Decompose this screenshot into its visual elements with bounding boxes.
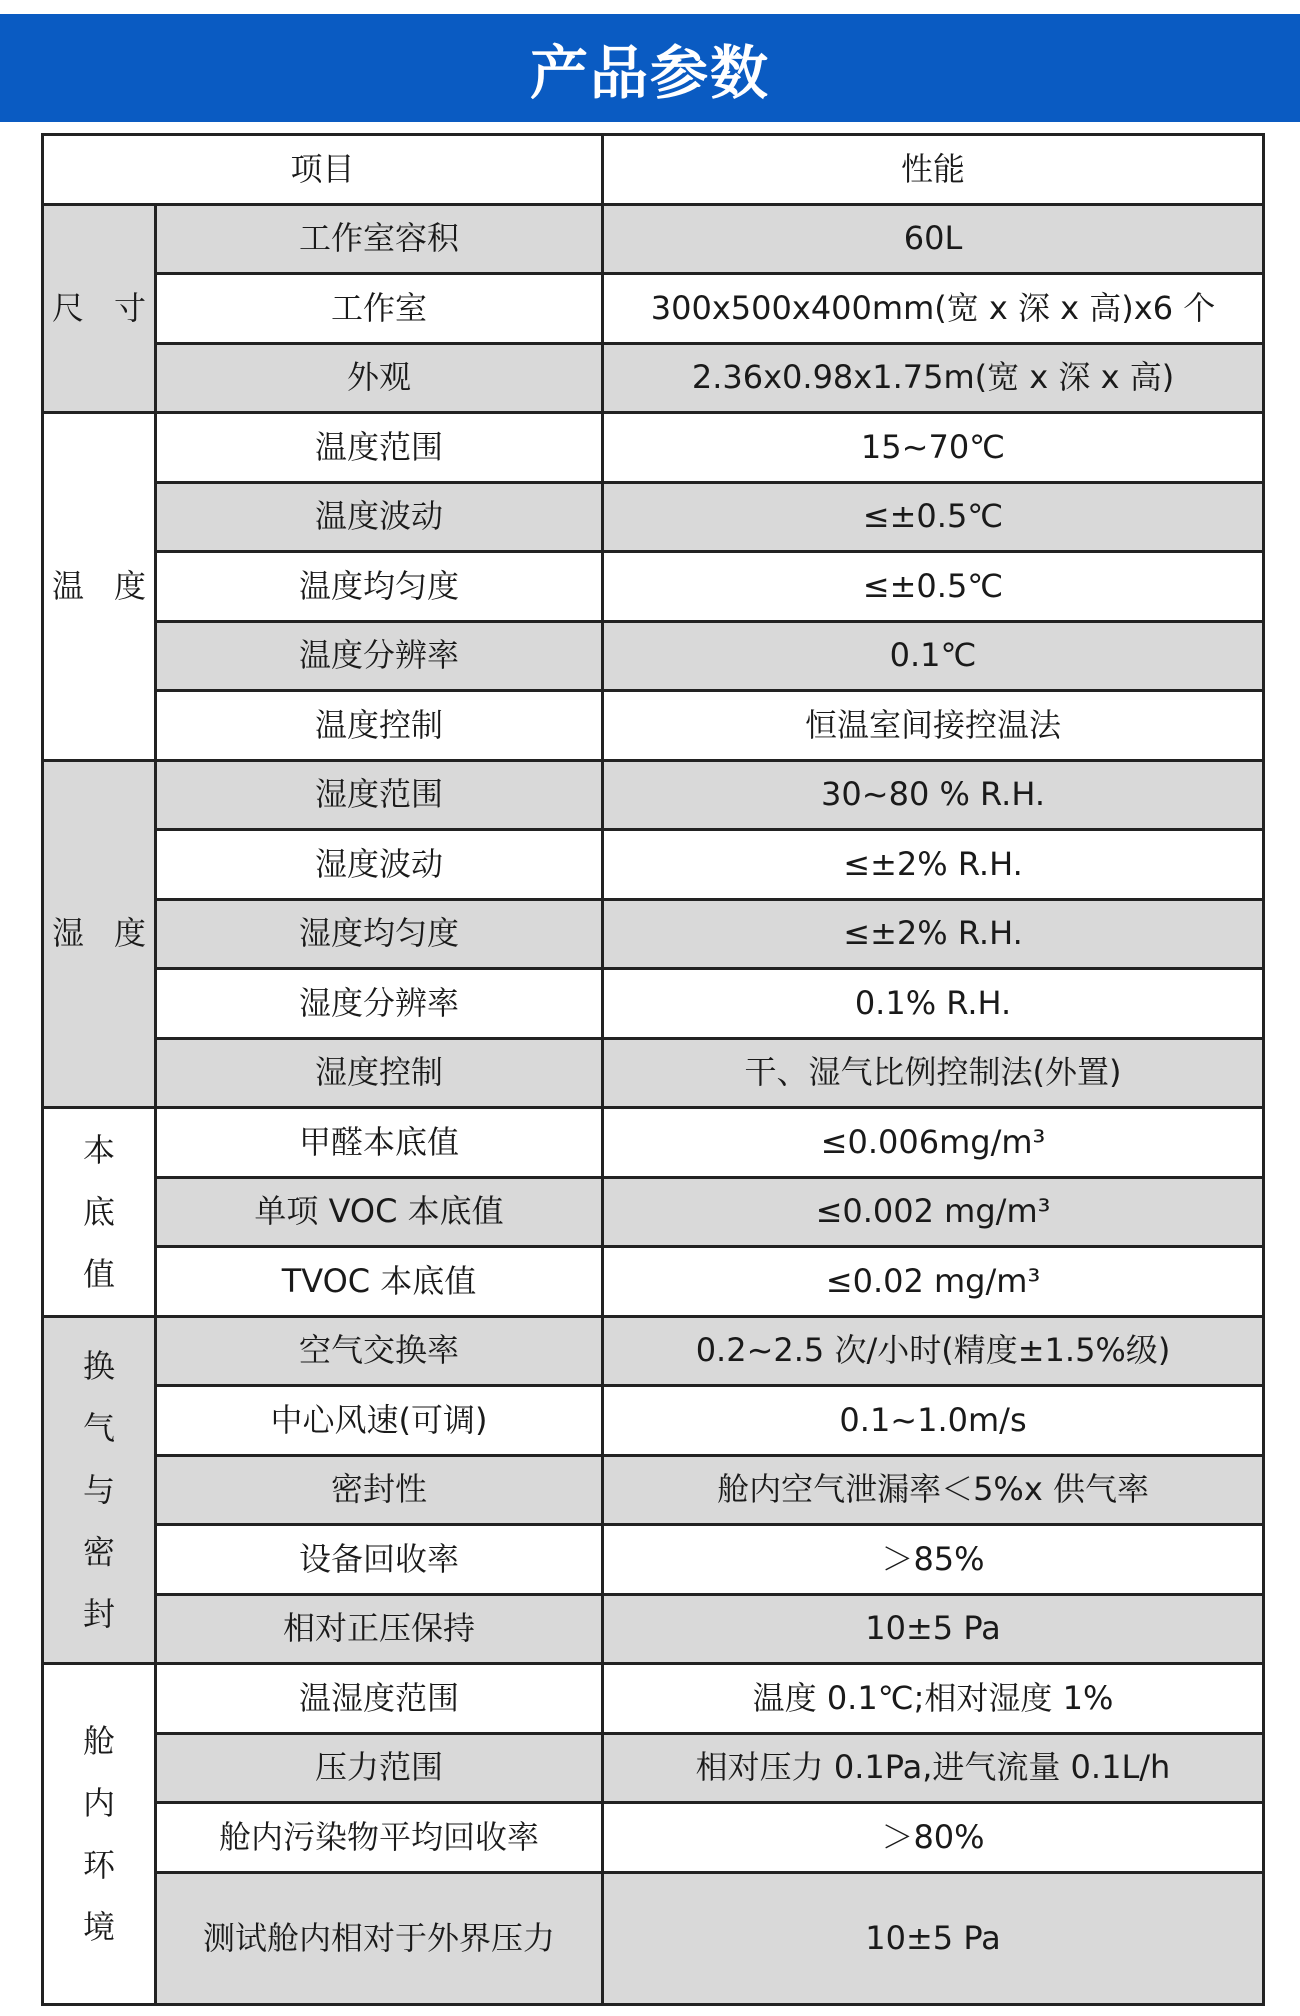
value-cell: 0.1℃ (603, 621, 1264, 691)
value-cell: ＞85% (603, 1525, 1264, 1595)
item-cell: 单项 VOC 本底值 (156, 1177, 603, 1247)
value-cell: ≤±0.5℃ (603, 482, 1264, 552)
table-row (43, 1247, 1264, 1317)
value-cell: 相对压力 0.1Pa,进气流量 0.1L/h (603, 1733, 1264, 1803)
value-cell: 60L (603, 204, 1264, 274)
category-char: 温 (51, 566, 84, 605)
parameter-table-wrapper (41, 133, 1262, 2006)
header-item: 项目 (43, 135, 603, 205)
value-cell: ≤±2% R.H. (603, 899, 1264, 969)
table-row (43, 1803, 1264, 1873)
value-cell: 温度 0.1℃;相对湿度 1% (603, 1664, 1264, 1734)
value-cell: 10±5 Pa (603, 1872, 1264, 2004)
item-cell: 湿度范围 (156, 760, 603, 830)
parameter-table-body (43, 135, 1264, 2005)
category-char: 环 (82, 1845, 115, 1884)
table-row (43, 1525, 1264, 1595)
table-row (43, 1108, 1264, 1178)
table-row (43, 1594, 1264, 1664)
table-row (43, 552, 1264, 622)
table-row (43, 760, 1264, 830)
value-cell: ≤±2% R.H. (603, 830, 1264, 900)
item-cell: 空气交换率 (156, 1316, 603, 1386)
value-cell: ≤0.002 mg/m³ (603, 1177, 1264, 1247)
category-cell (43, 760, 156, 1108)
table-row (43, 1733, 1264, 1803)
table-row (43, 1386, 1264, 1456)
item-cell: 温度分辨率 (156, 621, 603, 691)
table-row (43, 1316, 1264, 1386)
item-cell: 温度均匀度 (156, 552, 603, 622)
item-cell: 舱内污染物平均回收率 (156, 1803, 603, 1873)
value-cell: ≤0.006mg/m³ (603, 1108, 1264, 1178)
item-cell: 密封性 (156, 1455, 603, 1525)
table-row (43, 899, 1264, 969)
category-char: 度 (114, 566, 147, 605)
category-cell (43, 1316, 156, 1664)
table-row (43, 1872, 1264, 2004)
table-row (43, 204, 1264, 274)
item-cell: 压力范围 (156, 1733, 603, 1803)
category-char: 本 (82, 1130, 115, 1169)
value-cell: 舱内空气泄漏率＜5%x 供气率 (603, 1455, 1264, 1525)
category-char: 底 (82, 1192, 115, 1231)
category-char: 气 (82, 1408, 115, 1447)
table-row (43, 482, 1264, 552)
category-char: 换 (82, 1346, 115, 1385)
category-char: 尺 (51, 288, 84, 327)
category-cell (43, 413, 156, 761)
value-cell: 恒温室间接控温法 (603, 691, 1264, 761)
category-char: 度 (114, 914, 147, 953)
category-cell (43, 204, 156, 413)
table-row (43, 1664, 1264, 1734)
value-cell: 15~70℃ (603, 413, 1264, 483)
value-cell: 10±5 Pa (603, 1594, 1264, 1664)
value-cell: 0.1~1.0m/s (603, 1386, 1264, 1456)
value-cell: ≤±0.5℃ (603, 552, 1264, 622)
item-cell: 温度波动 (156, 482, 603, 552)
table-row (43, 1177, 1264, 1247)
table-row (43, 1455, 1264, 1525)
item-cell: 相对正压保持 (156, 1594, 603, 1664)
category-char: 密 (82, 1532, 115, 1571)
item-cell: 设备回收率 (156, 1525, 603, 1595)
table-row (43, 343, 1264, 413)
item-cell: 中心风速(可调) (156, 1386, 603, 1456)
page-title: 产品参数 (529, 39, 770, 107)
value-cell: 300x500x400mm(宽 x 深 x 高)x6 个 (603, 274, 1264, 344)
category-char: 境 (82, 1907, 115, 1946)
category-cell (43, 1108, 156, 1317)
item-cell: 温度控制 (156, 691, 603, 761)
value-cell: 30~80 % R.H. (603, 760, 1264, 830)
table-row (43, 413, 1264, 483)
category-char: 与 (82, 1470, 115, 1509)
table-row (43, 621, 1264, 691)
item-cell: 温湿度范围 (156, 1664, 603, 1734)
item-cell: 湿度控制 (156, 1038, 603, 1108)
table-row (43, 969, 1264, 1039)
table-header-row (43, 135, 1264, 205)
category-char: 封 (82, 1594, 115, 1633)
item-cell: 工作室 (156, 274, 603, 344)
header-performance: 性能 (603, 135, 1264, 205)
table-row (43, 830, 1264, 900)
category-char: 值 (82, 1254, 115, 1293)
item-cell: 温度范围 (156, 413, 603, 483)
value-cell: ＞80% (603, 1803, 1264, 1873)
category-char: 湿 (51, 914, 84, 953)
item-cell: 外观 (156, 343, 603, 413)
value-cell: 2.36x0.98x1.75m(宽 x 深 x 高) (603, 343, 1264, 413)
table-row (43, 274, 1264, 344)
item-cell: TVOC 本底值 (156, 1247, 603, 1317)
category-char: 舱 (82, 1721, 115, 1760)
item-cell: 湿度均匀度 (156, 899, 603, 969)
item-cell: 工作室容积 (156, 204, 603, 274)
parameter-table (41, 133, 1265, 2006)
title-banner (0, 14, 1300, 122)
category-char: 内 (82, 1783, 115, 1822)
table-row (43, 1038, 1264, 1108)
table-row (43, 691, 1264, 761)
value-cell: ≤0.02 mg/m³ (603, 1247, 1264, 1317)
item-cell: 湿度波动 (156, 830, 603, 900)
value-cell: 0.1% R.H. (603, 969, 1264, 1039)
value-cell: 0.2~2.5 次/小时(精度±1.5%级) (603, 1316, 1264, 1386)
item-cell: 湿度分辨率 (156, 969, 603, 1039)
item-cell: 甲醛本底值 (156, 1108, 603, 1178)
category-char: 寸 (114, 288, 147, 327)
item-cell: 测试舱内相对于外界压力 (156, 1872, 603, 2004)
value-cell: 干、湿气比例控制法(外置) (603, 1038, 1264, 1108)
category-cell (43, 1664, 156, 2005)
